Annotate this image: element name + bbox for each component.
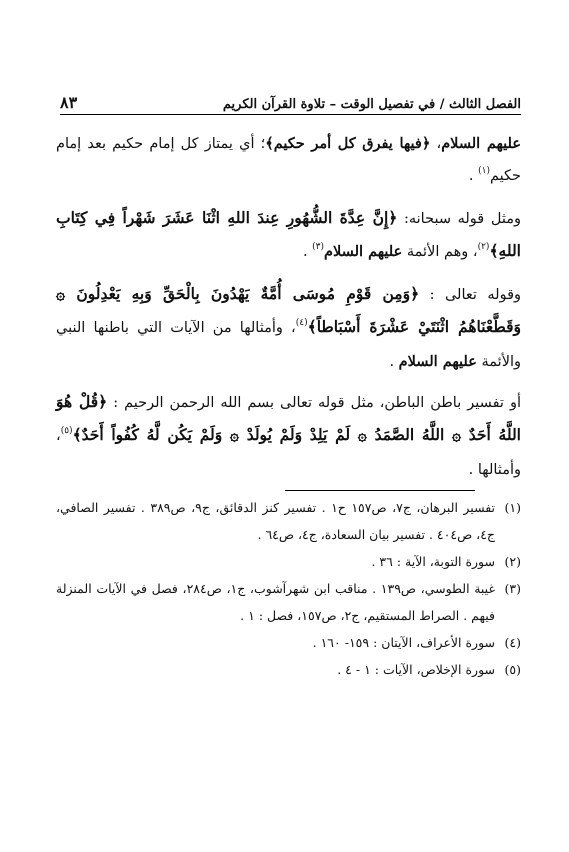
footnote-number: (١) <box>504 500 521 515</box>
text-span: وقوله تعالى : <box>419 287 522 303</box>
quran-quote: ﴿قُلْ هُوَ اللَّهُ أَحَدٌ ۞ اللَّهُ الصَّمَدُ ۞ لَمْ يَلِدْ وَلَمْ يُولَدْ ۞ وَلَمْ يَكُن لَّهُ كُفُواً أَحَدٌ﴾ <box>56 392 521 444</box>
footnote <box>56 548 521 575</box>
quran-quote: ﴿فيها يفرق كل أمر حكيم﴾ <box>265 135 431 152</box>
paragraph-4 <box>56 386 521 486</box>
honorific: عليهم السلام <box>324 243 403 260</box>
text-span: . <box>302 244 313 260</box>
footnote-text: سورة الإخلاص، الآيات : ١ - ٤ . <box>337 662 495 677</box>
text-span: ، وهم الأئمة <box>402 244 478 260</box>
footnote-number: (٤) <box>504 635 521 650</box>
text-span: ؛ أي يمتاز كل إمام حكيم بعد إمام حكيم <box>56 136 521 184</box>
text-span: ومثل قوله سبحانه: <box>397 211 521 227</box>
footnote-text: سورة التوبة، الآية : ٣٦ . <box>371 554 495 569</box>
paragraph-3 <box>56 278 521 378</box>
paragraph-2 <box>56 202 521 270</box>
text-span: . <box>468 168 479 184</box>
honorific: عليهم السلام <box>441 135 521 152</box>
footnote-number: (٢) <box>504 554 521 569</box>
footnote-text: غيبة الطوسي، ص١٣٩ . مناقب ابن شهرآشوب، ج١، ص٢٨٤، فصل في الآيات المنزلة فيهم . الصراط المستقيم، ج٢، ص١٥٧، فصل : ١ . <box>56 581 495 623</box>
running-header <box>60 88 521 115</box>
footnote-text: سورة الأعراف، الآيتان : ١٥٩- ١٦٠ . <box>312 635 495 650</box>
quran-quote: ﴿وَمِن قَوْمِ مُوسَى أُمَّةٌ يَهْدُونَ بِالْحَقِّ وَبِهِ يَعْدِلُونَ ۞ وَقَطَّعْنَاهُمُ اثْنَتَيْ عَشْرَةَ أَسْبَاطاً﴾ <box>56 284 521 336</box>
footnote <box>56 494 521 548</box>
text-span: ، <box>430 136 442 152</box>
text-span: ، وأمثالها . <box>56 428 521 478</box>
footnotes <box>56 494 521 683</box>
footnote-ref-1: (١) <box>478 166 490 176</box>
text-span: ، وأمثالها من الآيات التي باطنها النبي والأئمة <box>56 320 521 370</box>
paragraph-1 <box>56 128 521 194</box>
footnote-ref-4: (٤) <box>295 318 308 328</box>
footnote-divider <box>285 490 475 491</box>
footnote-text: تفسير البرهان، ج٧، ص١٥٧ ح١ . تفسير كنز الدقائق، ج٩، ص٣٨٩ . تفسير الصافي، ج٤، ص٤٠٤ . تفسير بيان السعادة، ج٤، ص٦٤ . <box>56 500 496 542</box>
quran-quote: ﴿إِنَّ عِدَّةَ الشُّهُورِ عِندَ اللهِ اثْنَا عَشَرَ شَهْراً فِي كِتَابِ اللهِ﴾ <box>56 208 521 260</box>
footnote <box>56 656 521 683</box>
text-span: أو تفسير باطن الباطن، مثل قوله تعالى بسم الله الرحمن الرحيم : <box>107 395 521 411</box>
footnote-number: (٣) <box>504 581 521 596</box>
footnote-ref-2: (٢) <box>477 242 490 252</box>
footnote-ref-3: (٣) <box>312 242 325 252</box>
honorific: عليهم السلام <box>398 353 477 370</box>
footnote-ref-5: (٥) <box>60 426 73 436</box>
main-text <box>56 128 521 494</box>
footnote <box>56 629 521 656</box>
footnote-number: (٥) <box>504 662 521 677</box>
text-span: . <box>389 354 399 370</box>
chapter-title: الفصل الثالث / في تفصيل الوقت – تلاوة القرآن الكريم <box>222 97 521 112</box>
page-number: ٨٣ <box>60 93 78 112</box>
footnote <box>56 575 521 629</box>
